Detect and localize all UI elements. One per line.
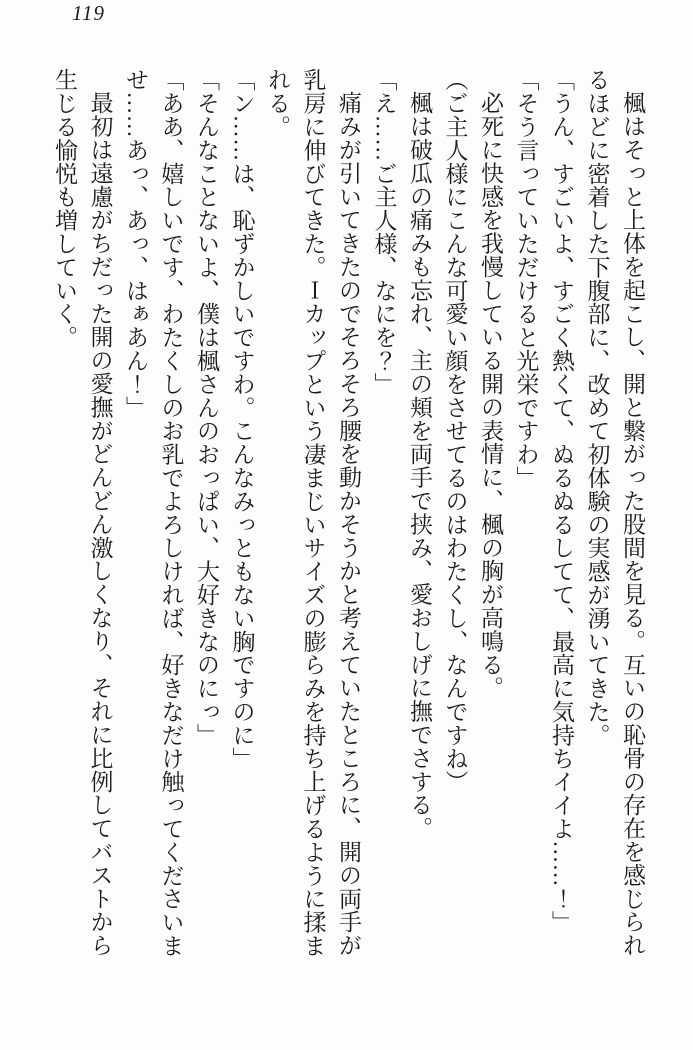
paragraph: 「ン……は、恥ずかしいですわ。こんなみっともない胸ですのに」: [229, 68, 255, 770]
paragraph: 「そう言っていただけると光栄ですわ」: [513, 68, 539, 490]
paragraph: 必死に快感を我慢している開の表情に、楓の胸が高鳴る。: [478, 91, 503, 700]
paragraph: 「うん、すごいよ、すごく熱くて、ぬるぬるしてて、最高に気持ちイイよ……！」: [549, 68, 574, 934]
paragraph: 「そんなことないよ、僕は楓さんのおっぱい、大好きなのにっ」: [194, 68, 219, 747]
paragraph: 最初は遠慮がちだった開の愛撫がどんどん激しくなり、それに比例してバストから生じる愉悦も増していく。: [52, 68, 113, 957]
paragraph: 楓はそっと上体を起こし、開と繋がった股間を見る。互いの恥骨の存在を感じられるほどに密着した下腹部に、改めて初体験の実感が湧いてきた。: [584, 68, 645, 957]
paragraph: （ご主人様にこんな可愛い顔をさせてるのはわたくし、なんですね）: [442, 68, 468, 794]
page-number: 119: [72, 1, 105, 25]
vertical-text-block: [46, 68, 650, 958]
paragraph: 痛みが引いてきたのでそろそろ腰を動かそうかと考えていたところに、開の両手が乳房に伸びてきた。Ｉカップという凄まじいサイズの膨らみを持ち上げるように揉まれる。: [265, 68, 361, 958]
paragraph: 「え……ご主人様、なにを？」: [371, 68, 397, 396]
paragraph: 「ああ、嬉しいです、わたくしのお乳でよろしければ、好きなだけ触ってくださいませ……あっ、あっ、はぁあん！」: [123, 68, 184, 958]
paragraph: 楓は破瓜の痛みも忘れ、主の頬を両手で挟み、愛おしげに撫でさする。: [407, 91, 432, 840]
